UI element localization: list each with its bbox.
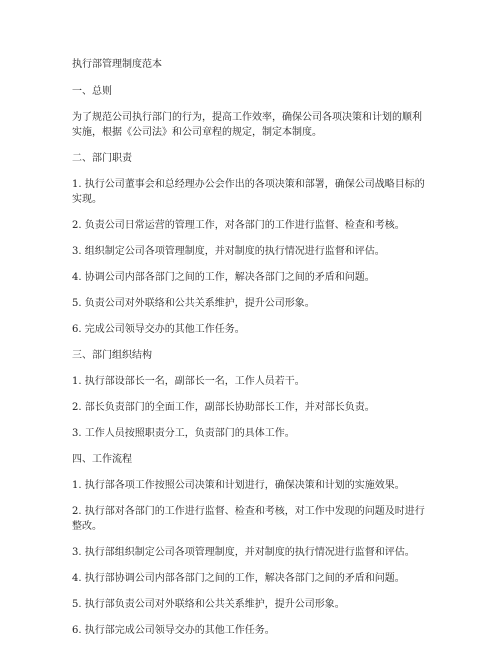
list-item-number: 3. [72,547,82,558]
list-item-number: 3. [72,428,82,439]
list-item-text: 协调公司内部各部门之间的工作，解决各部门之间的矛盾和问题。 [84,272,375,283]
section-heading-workflow: 四、工作流程 [72,454,132,465]
list-item [72,478,430,493]
list-item [72,374,430,389]
list-item-number: 4. [72,272,82,283]
list-item-number: 2. [72,402,82,413]
list-item-text: 执行部完成公司领导交办的其他工作任务。 [84,625,275,636]
list-item-text: 负责公司日常运营的管理工作，对各部门的工作进行监督、检查和考核。 [84,220,405,231]
list-item [72,244,430,259]
list-item [72,545,430,560]
list-item [72,571,430,586]
list-item-text: 执行部对各部门的工作进行监督、检查和考核，对工作中发现的问题及时进行整改。 [72,506,425,532]
list-item-number: 2. [72,506,82,517]
list-item-text: 执行部协调公司内部各部门之间的工作，解决各部门之间的矛盾和问题。 [84,573,405,584]
section-heading-duties: 二、部门职责 [72,153,132,164]
list-item-number: 1. [72,376,82,387]
list-item-number: 3. [72,246,82,257]
section-heading-general: 一、总则 [72,86,112,97]
list-item-number: 4. [72,573,82,584]
list-item [72,400,430,415]
list-item-number: 5. [72,298,82,309]
list-item [72,322,430,337]
list-item-text: 完成公司领导交办的其他工作任务。 [84,324,245,335]
list-item-number: 2. [72,220,82,231]
list-item [72,218,430,233]
list-item-text: 执行公司董事会和总经理办公会作出的各项决策和部署，确保公司战略目标的实现。 [72,179,425,205]
list-item [72,597,430,612]
list-item [72,504,430,534]
list-item-number: 6. [72,625,82,636]
list-item-text: 执行部负责公司对外联络和公共关系维护，提升公司形象。 [84,599,345,610]
document-title: 执行部管理制度范本 [72,59,162,70]
list-item [72,426,430,441]
list-item-text: 工作人员按照职责分工，负责部门的具体工作。 [84,428,295,439]
list-item-text: 组织制定公司各项管理制度，并对制度的执行情况进行监督和评估。 [84,246,385,257]
list-item-text: 执行部设部长一名，副部长一名，工作人员若干。 [84,376,305,387]
section-heading-structure: 三、部门组织结构 [72,350,152,361]
list-item-text: 执行部各项工作按照公司决策和计划进行，确保决策和计划的实施效果。 [84,480,405,491]
list-item-number: 1. [72,480,82,491]
section-paragraph: 为了规范公司执行部门的行为，提高工作效率，确保公司各项决策和计划的顺利实施，根据《公司法》和公司章程的规定，制定本制度。 [72,112,422,138]
list-item-text: 部长负责部门的全面工作，副部长协助部长工作，并对部长负责。 [84,402,375,413]
list-item [72,177,430,207]
list-item-number: 1. [72,179,82,190]
list-item-text: 执行部组织制定公司各项管理制度，并对制度的执行情况进行监督和评估。 [84,547,415,558]
list-item-text: 负责公司对外联络和公共关系维护，提升公司形象。 [84,298,315,309]
list-item-number: 5. [72,599,82,610]
list-item-number: 6. [72,324,82,335]
list-item [72,296,430,311]
list-item [72,623,430,638]
list-item [72,270,430,285]
